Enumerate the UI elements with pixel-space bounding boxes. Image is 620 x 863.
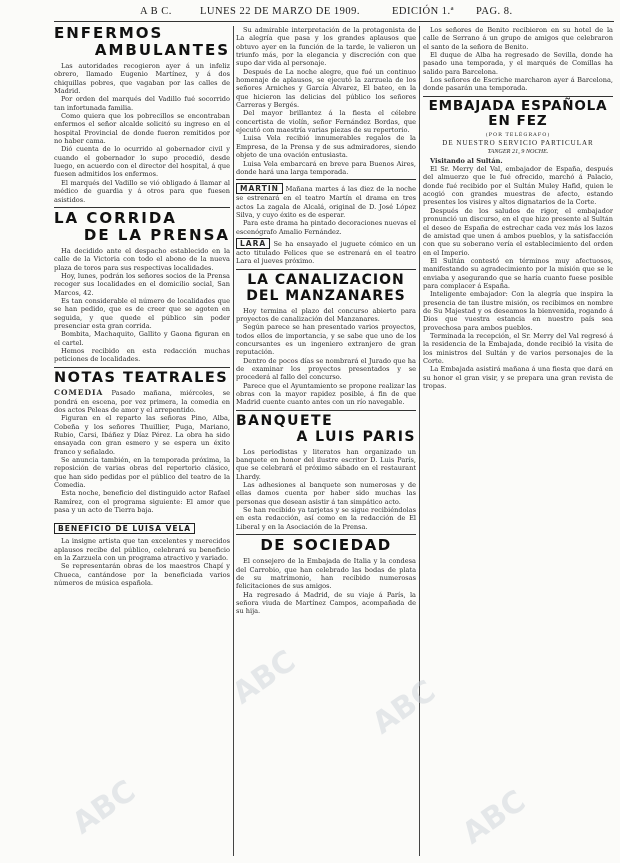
notas-p2: Figuran en el reparto las señoras Pino, Alba, Cobeña y los señores Thuillier, Puga, Mariano, Rubio, Carsi, Ibáñez y Díaz Pérez. La obra ha sido ensayada con gran esmero y se espera un éxito franco y señalado. xyxy=(54,414,230,456)
column-2 xyxy=(236,26,416,856)
canal-p3: Dentro de pocos días se nombrará el Jurado que ha de examinar los proyectos presentados y se procederá al fallo del concurso. xyxy=(236,356,416,382)
sociedad-title: DE SOCIEDAD xyxy=(260,536,392,555)
sociedad-p1: El consejero de la Embajada de Italia y la condesa del Carrobio, que han celebrado las bodas de plata de su matrimonio, han recibido numerosas felicitaciones de sus amigos. xyxy=(236,557,416,591)
column-rule-1 xyxy=(233,26,234,856)
col2-p3: Del mayor brillantez á la fiesta el célebre concertista de violín, señor Fernández Bordas, que ejecutó con maestría varias piezas de su repertorio. xyxy=(236,109,416,135)
divider xyxy=(423,96,613,97)
prensa-title: DE LA PRENSA xyxy=(83,225,230,244)
embajada-lead: Visitando al Sultán. xyxy=(430,156,503,165)
notas-p5: La insigne artista que tan excelentes y merecidos aplausos recibe del público, celebrará su beneficio en la Zarzuela con un programa atractivo y variado. xyxy=(54,537,230,562)
watermark: ABC xyxy=(366,673,442,742)
telegraph-note: (POR TELÉGRAFO) xyxy=(485,131,551,138)
sociedad-p2: Ha regresado á Madrid, de su viaje á París, la señora viuda de Martínez Campos, acompañada de su hija. xyxy=(236,590,416,616)
comedia-label: COMEDIA xyxy=(54,388,104,398)
notas-p6: Se representarán obras de los maestros Chapí y Chueca, cantándose por la beneficiada varios números de música española. xyxy=(54,562,230,588)
enfermos-p2: Por orden del marqués del Vadillo fué socorrido tan infortunada familia. xyxy=(54,95,230,112)
banquete-p1: Los periodistas y literatos han organizado un banquete en honor del ilustre escritor D. Luis París, que se celebrará el próximo sábado en el restaurant Lhardy. xyxy=(236,447,416,481)
corrida-p5: Hemos recibido en esta redacción muchas peticiones de localidades. xyxy=(54,346,230,364)
header-page: PAG. 8. xyxy=(476,6,513,17)
divider xyxy=(236,534,416,535)
column-rule-2 xyxy=(419,26,420,856)
embajada-p1: El Sr. Merry del Val, embajador de España, después del almuerzo que le fué ofrecido, marchó á Palacio, donde fué recibido por el Sultán Muley Hafid, quien le acogió con grandes muestras de afecto, estando presentes los visires y altos dignatarios de la Corte. xyxy=(423,165,613,207)
header-date: LUNES 22 DE MARZO DE 1909. xyxy=(200,6,360,17)
divider xyxy=(54,207,230,208)
page-header xyxy=(0,6,620,20)
col2-p4: Luisa Vela recibió innumerables regalos de la Empresa, de la Prensa y de sus admiradores, siendo objeto de una ovación entusiasta. xyxy=(236,134,416,160)
col2-p8: Se ha ensayado el juguete cómico en un acto titulado Felices que se estrenará en el teatro Lara el jueves próximo. xyxy=(236,239,416,266)
embajada-p3: El Sultán contestó en términos muy afectuosos, manifestando su agradecimiento por la misión que se le enviaba y asegurando que se haría cuanto fuese posible para complacer á España. xyxy=(423,256,613,290)
enfermos-p4: Dió cuenta de lo ocurrido al gobernador civil y cuando el gobernador lo supo procedió, desde luego, en acuerdo con el director del hospital, á que fuesen admitidos los enfermos. xyxy=(54,145,230,179)
notas-p4: Esta noche, beneficio del distinguido actor Rafael Ramírez, con el programa siguiente: El amor que pasa y un acto de Tierra baja. xyxy=(54,489,230,514)
col3-p3: Los señores de Escriche marcharon ayer á Barcelona, donde pasarán una temporada. xyxy=(423,76,613,93)
corrida-p2: Hoy, lunes, podrán los señores socios de la Prensa recoger sus localidades en el domicilio social, San Marcos, 42. xyxy=(54,271,230,297)
col3-p2: El duque de Alba ha regresado de Sevilla, donde ha pasado una temporada, y el marqués de Comillas ha salido para Barcelona. xyxy=(423,51,613,76)
ambulantes-title: AMBULANTES xyxy=(94,41,230,59)
divider xyxy=(236,410,416,411)
embajada-p6: La Embajada asistirá mañana á una fiesta que dará en su honor el gran visir, y se prepara una gran revista de tropas. xyxy=(423,365,613,391)
corrida-title: LA CORRIDA xyxy=(54,208,177,227)
canalizacion-title: LA CANALIZACION xyxy=(247,271,405,288)
column-1 xyxy=(54,26,230,856)
canal-p1: Hoy termina el plazo del concurso abierto para proyectos de canalización del Manzanares. xyxy=(236,306,416,323)
col2-p7: Para este drama ha pintado decoraciones nuevas el escenógrafo Amalio Fernández. xyxy=(236,219,416,236)
corrida-p1: Ha decidido ante el despacho establecido en la calle de la Victoria con todo el abono de la nueva plaza de toros para sus respectivas localidades. xyxy=(54,246,230,272)
col3-p1: Los señores de Benito recibieron en su hotel de la calle de Serrano á un grupo de amigos que celebraron el santo de la señora de Benito. xyxy=(423,26,613,51)
enfermos-p1: Las autoridades recogieron ayer á un infeliz obrero, llamado Eugenio Martínez, y á dos chiquillas pobres, que vagaban por las calles de Madrid. xyxy=(54,62,230,96)
embajada-p5: Terminada la recepción, el Sr. Merry del Val regresó á la residencia de la Embajada, donde recibió la visita de los ministros del Sultán y de varios personajes de la Corte. xyxy=(423,331,613,365)
watermark: ABC xyxy=(66,773,142,842)
corrida-p4: Bombita, Machaquito, Gallito y Gaona figuran en el cartel. xyxy=(54,330,230,347)
divider xyxy=(236,269,416,270)
divider xyxy=(54,367,230,368)
beneficio-label: BENEFICIO DE LUISA VELA xyxy=(54,523,195,534)
fez-title: EN FEZ xyxy=(488,113,548,130)
enfermos-title: ENFERMOS xyxy=(54,26,164,42)
notas-p3: Se anuncia también, en la temporada próxima, la reposición de varias obras del repertorio clásico, que han sido pedidas por el público del teatro de la Comedia. xyxy=(54,455,230,489)
header-abc: A B C. xyxy=(140,6,172,17)
service-note: DE NUESTRO SERVICIO PARTICULAR xyxy=(442,138,594,147)
embajada-p4: Inteligente embajador: Con la alegría que inspira la presencia de tan ilustre misión, os recibimos en nombre de Su Majestad y os deseamos la bienvenida, rogando á Dios que vuestra estancia en nuestro país sea provechosa para ambos pueblos. xyxy=(423,290,613,332)
enfermos-p3: Como quiera que los pobrecillos se encontraban enfermos el señor alcalde solicitó su ingreso en el hospital Provincial de donde fueron remitidos por no haber cama. xyxy=(54,112,230,146)
luis-paris-title: A LUIS PARIS xyxy=(296,428,416,445)
manzanares-title: DEL MANZANARES xyxy=(246,287,406,304)
col2-p1: Su admirable interpretación de la protagonista de La alegría que pasa y los grandes aplausos que obtuvo ayer en la función de la tarde, le valieron un triunfo más, por la elegancia y discreción con que supo dar vida al personaje. xyxy=(236,26,416,68)
martin-label: MARTIN xyxy=(236,183,283,194)
lara-label: LARA xyxy=(236,238,270,249)
watermark: ABC xyxy=(456,783,532,852)
banquete-title: BANQUETE xyxy=(236,412,334,429)
watermark: ABC xyxy=(226,643,302,712)
banquete-p2: Las adhesiones al banquete son numerosas y de ellas damos cuenta por haber sido muchas las personas que desean asistir á tan simpático acto. xyxy=(236,481,416,506)
divider xyxy=(236,179,416,180)
notas-title: NOTAS TEATRALES xyxy=(54,369,229,386)
col2-p5: Luisa Vela embarcará en breve para Buenos Aires, donde hará una larga temporada. xyxy=(236,159,416,176)
embajada-title: EMBAJADA ESPAÑOLA xyxy=(428,97,608,114)
dateline: TANGER 21, 9 NOCHE. xyxy=(487,147,549,155)
embajada-p2: Después de los saludos de rigor, el embajador pronunció un discurso, en el que hizo presente al Sultán el deseo de España de estrechar cada vez más los lazos de amistad que unen á ambos pueblos, y la satisfacción con que su soberano vería el establecimiento del orden en el Imperio. xyxy=(423,206,613,257)
notas-p1: Pasado mañana, miércoles, se pondrá en escena, por vez primera, la comedia en dos actos Peleas de amor y el arrepentido. xyxy=(54,389,230,414)
corrida-p3: Es tan considerable el número de localidades que se han pedido, que es de creer que se agoten en seguida, y que quede el público sin poder presenciar esta gran corrida. xyxy=(54,296,230,330)
canal-p4: Parece que el Ayuntamiento se propone realizar las obras con la mayor rapidez posible, á fin de que Madrid cuente cuanto antes con un río navegable. xyxy=(236,381,416,407)
col2-p2: Después de La noche alegre, que fué un continuo homenaje de aplausos, se ejecutó la zarzuela de los señores Arniches y García Álvarez, El bateo, en la que hicieron las delicias del público los señores Carreras y Bergés. xyxy=(236,67,416,110)
column-3 xyxy=(423,26,613,856)
canal-p2: Según parece se han presentado varios proyectos, todos ellos de importancia, y se sabe que uno de los concursantes es un ingeniero extranjero de gran reputación. xyxy=(236,323,416,357)
enfermos-p5: El marqués del Vadillo se vió obligado á llamar al médico de guardia y á otros para que fuesen asistidos. xyxy=(54,178,230,204)
header-rule xyxy=(54,21,614,22)
header-edition: EDICIÓN 1.ª xyxy=(392,6,455,17)
col2-p6: Mañana martes á las diez de la noche se estrenará en el teatro Martín el drama en tres actos La zagala de Alcalá, original de D. José López Silva, y cuyo éxito es de esperar. xyxy=(236,185,416,219)
banquete-p3: Se han recibido ya tarjetas y se sigue recibiéndolas en esta redacción, así como en la redacción de El Liberal y en la Asociación de la Prensa. xyxy=(236,506,416,531)
